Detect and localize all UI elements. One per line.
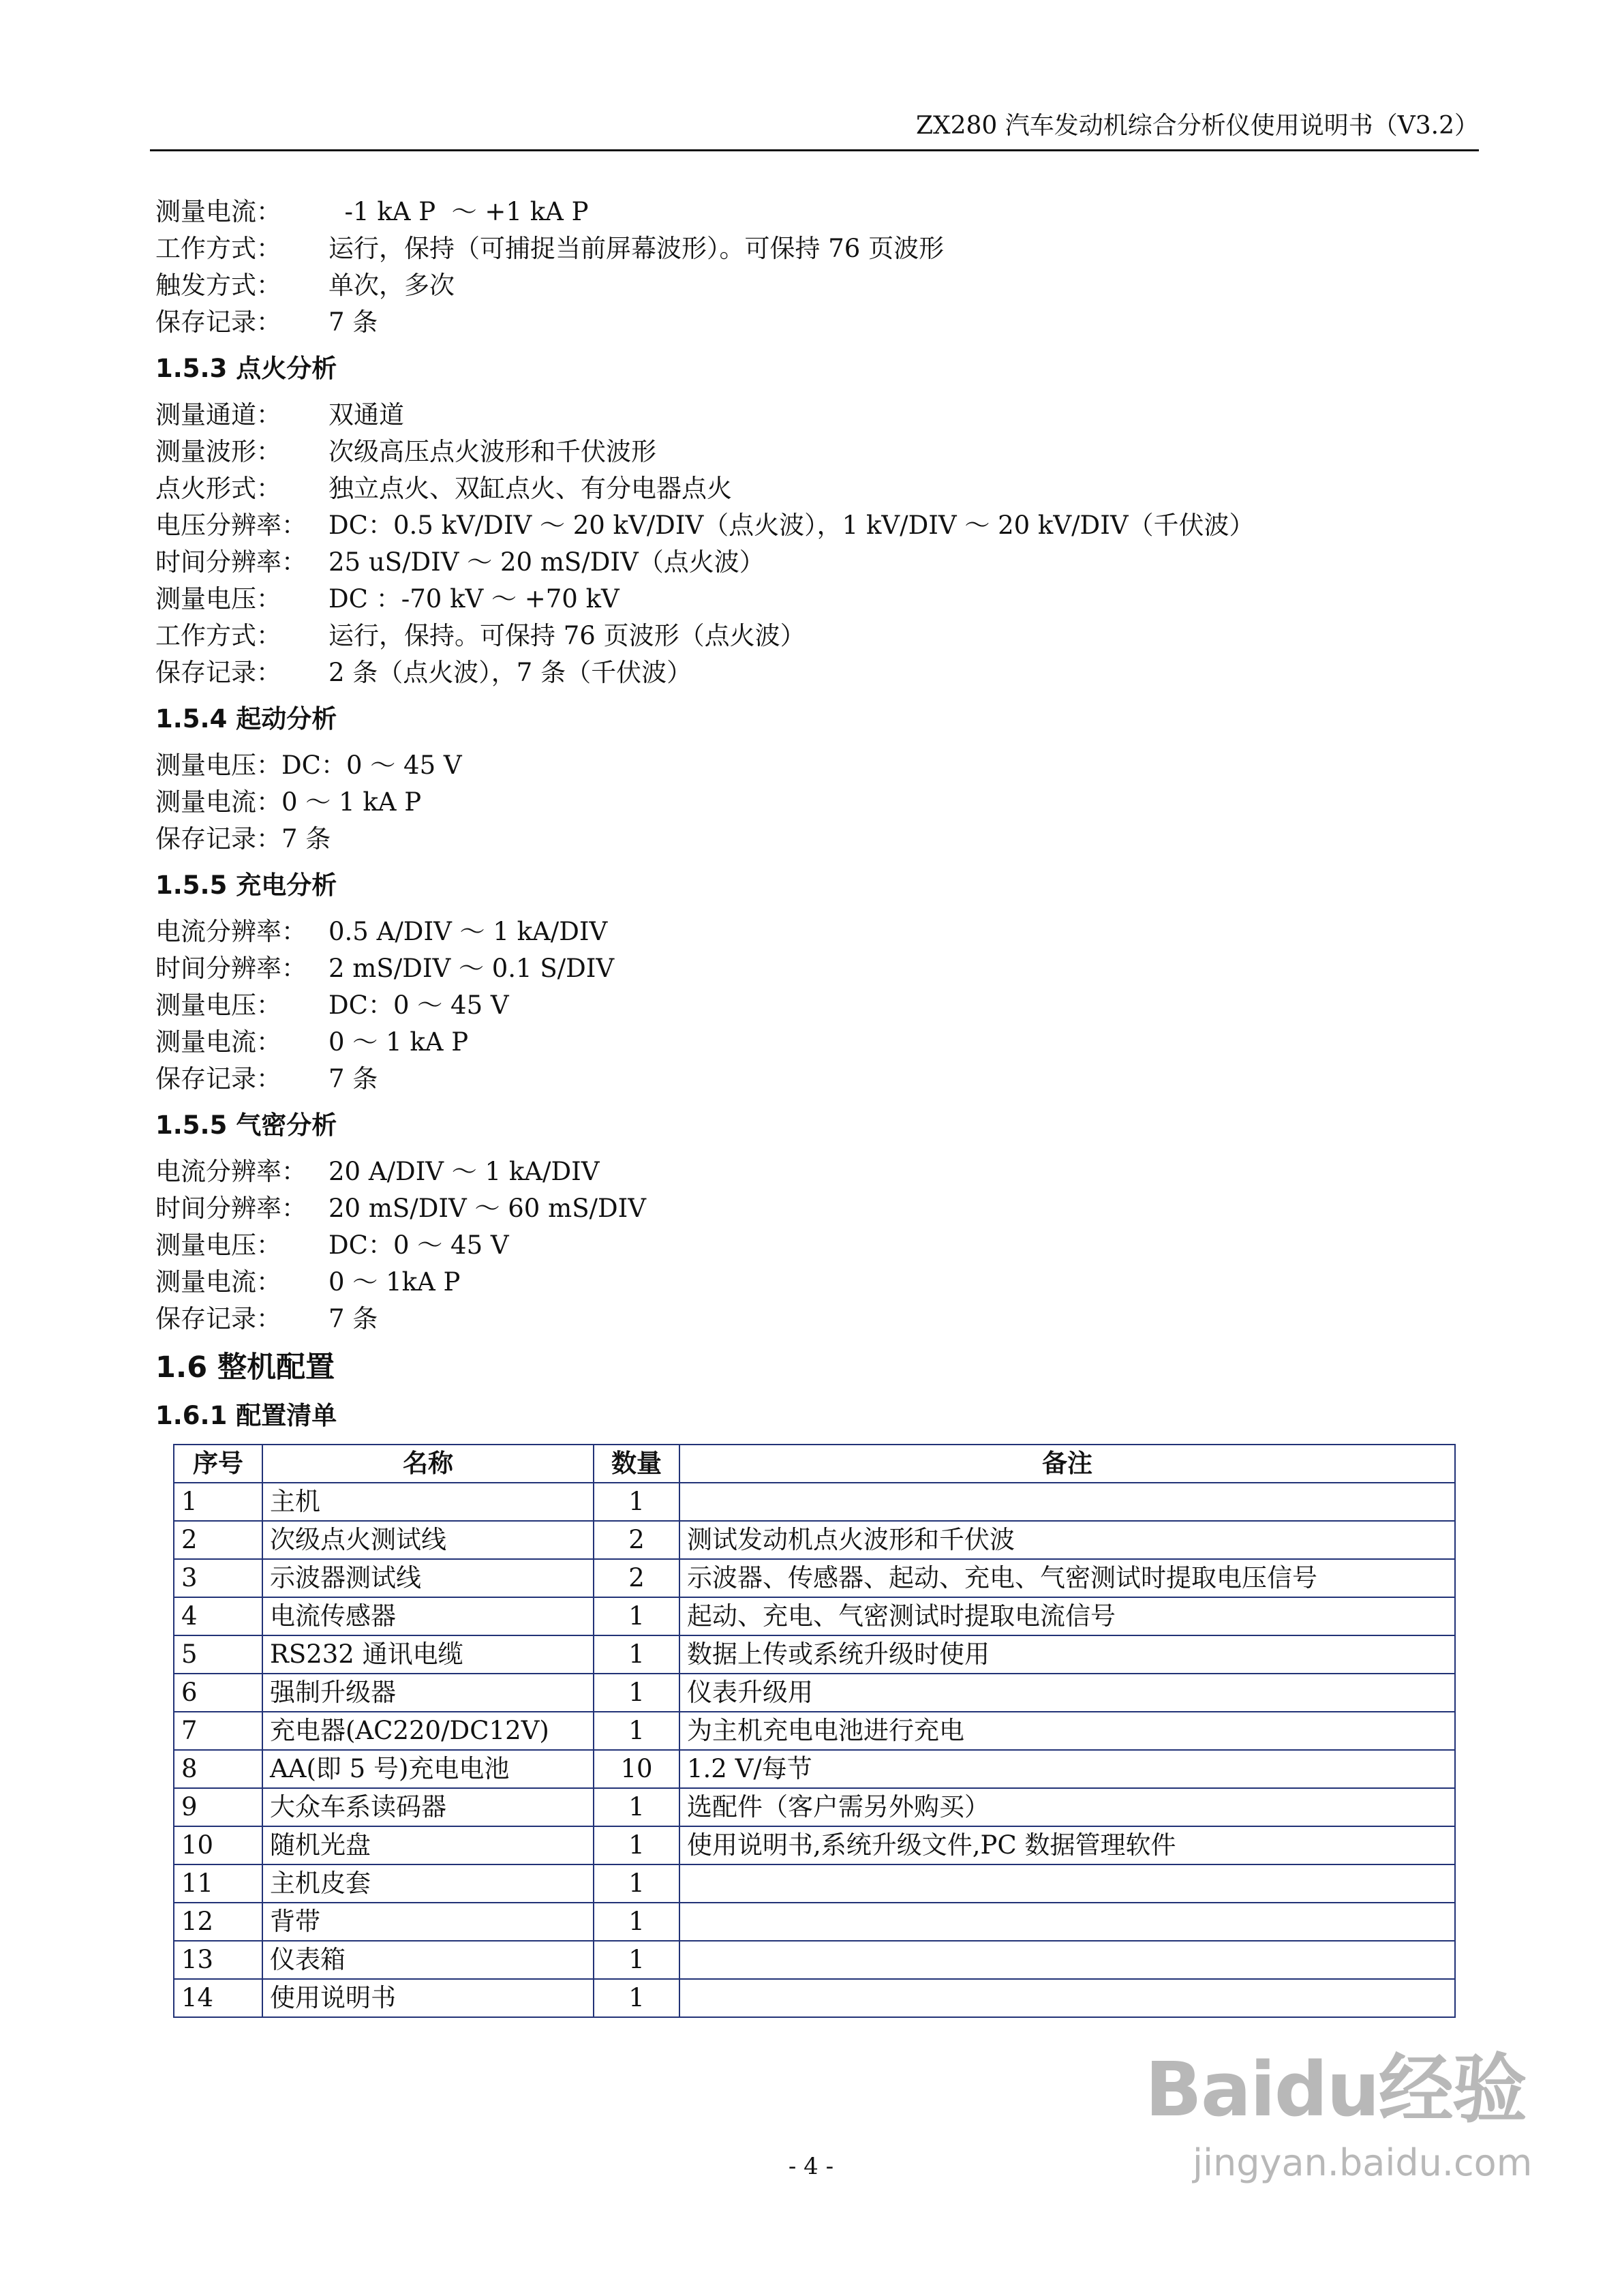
spec-label: 电压分辨率： [155,511,307,540]
cell-index: 6 [174,1674,262,1712]
cell-remark [679,1979,1455,2017]
spec-label: 保存记录： [155,1064,281,1093]
table-row [174,1674,1455,1712]
cell-quantity: 1 [594,1864,679,1903]
cell-remark [679,1864,1455,1903]
spec-line: 测量电压：DC：0 ～ 45 V [155,751,462,780]
header-rule [150,149,1479,151]
cell-remark: 起动、充电、气密测试时提取电流信号 [679,1597,1455,1635]
cell-quantity: 2 [594,1559,679,1597]
spec-line [155,618,1450,654]
spec-value: DC ：-70 kV ～ +70 kV [328,584,619,614]
spec-line [155,544,1450,581]
cell-index: 5 [174,1635,262,1674]
spec-value: DC：0 ～ 45 V [328,991,509,1020]
spec-value: 0.5 A/DIV ～ 1 kA/DIV [328,917,608,946]
spec-label: 测量电流： [155,1027,281,1057]
spec-line [155,434,1450,470]
table-row [174,1941,1455,1979]
spec-line: 保存记录：7 条 [155,824,331,854]
spec-value: 7 条 [328,1304,378,1333]
cell-remark: 测试发动机点火波形和千伏波 [679,1521,1455,1559]
spec-line [155,1153,1450,1190]
spec-value: -1 kA P ～ +1 kA P [328,197,589,226]
cell-quantity: 1 [594,1597,679,1635]
section-152-tail [155,194,1450,341]
cell-name: 仪表箱 [262,1941,594,1979]
section-155-charging-lines [155,913,1450,1098]
table-row [174,1712,1455,1750]
cell-remark: 为主机充电电池进行充电 [679,1712,1455,1750]
spec-label: 电流分辨率： [155,917,307,946]
spec-value: 单次，多次 [328,271,455,300]
spec-value: 双通道 [328,400,404,429]
spec-label: 测量电流： [155,197,281,226]
cell-remark: 示波器、传感器、起动、充电、气密测试时提取电压信号 [679,1559,1455,1597]
section-16-title: 1.6 整机配置 [155,1350,335,1385]
page-content [155,194,1450,2018]
cell-quantity: 1 [594,1903,679,1941]
spec-label: 测量波形： [155,437,281,466]
cell-quantity: 2 [594,1521,679,1559]
spec-value: 25 uS/DIV ～ 20 mS/DIV（点火波） [328,547,765,577]
cell-remark: 使用说明书,系统升级文件,PC 数据管理软件 [679,1826,1455,1864]
baidu-jingyan-watermark [1145,2045,1581,2277]
spec-label: 触发方式： [155,271,281,300]
spec-value: 20 mS/DIV ～ 60 mS/DIV [328,1194,647,1223]
table-row [174,1559,1455,1597]
section-153-lines [155,397,1450,691]
cell-name: 示波器测试线 [262,1559,594,1597]
cell-remark [679,1941,1455,1979]
cell-remark: 仪表升级用 [679,1674,1455,1712]
spec-line [155,581,1450,618]
cell-remark [679,1903,1455,1941]
configuration-table-body [174,1483,1455,2017]
spec-line [155,1024,1450,1061]
cell-index: 8 [174,1750,262,1788]
cell-index: 9 [174,1788,262,1826]
cell-name: 次级点火测试线 [262,1521,594,1559]
watermark-logo: Baidu经验 [1145,2046,1526,2133]
spec-line [155,1301,1450,1338]
page-number: - 4 - [788,2153,834,2180]
spec-line [155,397,1450,434]
table-row [174,1521,1455,1559]
cell-name: RS232 通讯电缆 [262,1635,594,1674]
spec-line [155,194,1450,230]
cell-index: 11 [174,1864,262,1903]
cell-name: 使用说明书 [262,1979,594,2017]
spec-label: 测量通道： [155,400,281,429]
spec-value: 7 条 [328,307,378,337]
spec-label: 工作方式： [155,621,281,650]
spec-label: 点火形式： [155,474,281,503]
spec-value: 20 A/DIV ～ 1 kA/DIV [328,1157,600,1186]
spec-value: 运行，保持。可保持 76 页波形（点火波） [328,621,806,650]
spec-label: 测量电流： [155,1267,281,1297]
spec-line: 测量电流：0 ～ 1 kA P [155,787,422,817]
spec-label: 保存记录： [155,658,281,687]
configuration-table [173,1444,1456,2018]
table-row [174,1483,1455,1521]
section-155-charging-title: 1.5.5 充电分析 [155,871,337,900]
document-header: ZX280 汽车发动机综合分析仪使用说明书（V3.2） [915,112,1479,140]
cell-name: AA(即 5 号)充电电池 [262,1750,594,1788]
cell-quantity: 1 [594,1483,679,1521]
cell-index: 14 [174,1979,262,2017]
cell-remark: 数据上传或系统升级时使用 [679,1635,1455,1674]
cell-name: 主机皮套 [262,1864,594,1903]
section-154-lines [155,747,1450,858]
cell-name: 背带 [262,1903,594,1941]
cell-name: 随机光盘 [262,1826,594,1864]
cell-remark [679,1483,1455,1521]
spec-label: 时间分辨率： [155,1194,307,1223]
cell-index: 13 [174,1941,262,1979]
section-161-title: 1.6.1 配置清单 [155,1401,337,1430]
spec-line [155,913,1450,950]
spec-label: 测量电压： [155,1230,281,1260]
spec-value: 7 条 [328,1064,378,1093]
header-name: 名称 [262,1445,594,1483]
cell-index: 7 [174,1712,262,1750]
spec-label: 测量电压： [155,991,281,1020]
table-header-row [174,1445,1455,1483]
watermark-url: jingyan.baidu.com [1193,2141,1533,2184]
spec-value: 2 mS/DIV ～ 0.1 S/DIV [328,954,615,983]
table-row [174,1597,1455,1635]
spec-line [155,1190,1450,1227]
spec-value: 2 条（点火波），7 条（千伏波） [328,658,692,687]
table-row [174,1788,1455,1826]
section-155-airtight-title: 1.5.5 气密分析 [155,1111,337,1140]
spec-line [155,1227,1450,1264]
spec-label: 电流分辨率： [155,1157,307,1186]
table-row [174,1826,1455,1864]
spec-label: 时间分辨率： [155,547,307,577]
cell-index: 12 [174,1903,262,1941]
table-row [174,1864,1455,1903]
header-remark: 备注 [679,1445,1455,1483]
cell-index: 2 [174,1521,262,1559]
cell-index: 3 [174,1559,262,1597]
spec-line [155,507,1450,544]
cell-remark: 1.2 V/每节 [679,1750,1455,1788]
spec-value: 独立点火、双缸点火、有分电器点火 [328,474,732,503]
spec-line [155,267,1450,304]
cell-name: 大众车系读码器 [262,1788,594,1826]
spec-label: 时间分辨率： [155,954,307,983]
section-154-title: 1.5.4 起动分析 [155,704,337,734]
spec-label: 保存记录： [155,307,281,337]
spec-value: DC：0.5 kV/DIV ～ 20 kV/DIV（点火波），1 kV/DIV ～ 20 kV/DIV（千伏波） [328,511,1255,540]
spec-line [155,230,1450,267]
section-155-airtight-lines [155,1153,1450,1338]
table-row [174,1750,1455,1788]
cell-quantity: 10 [594,1750,679,1788]
cell-name: 电流传感器 [262,1597,594,1635]
cell-quantity: 1 [594,1712,679,1750]
cell-index: 10 [174,1826,262,1864]
cell-remark: 选配件（客户需另外购买） [679,1788,1455,1826]
table-row [174,1635,1455,1674]
cell-quantity: 1 [594,1788,679,1826]
cell-name: 主机 [262,1483,594,1521]
cell-quantity: 1 [594,1979,679,2017]
cell-index: 4 [174,1597,262,1635]
spec-value: DC：0 ～ 45 V [328,1230,509,1260]
table-row [174,1979,1455,2017]
cell-quantity: 1 [594,1826,679,1864]
header-quantity: 数量 [594,1445,679,1483]
header-index: 序号 [174,1445,262,1483]
spec-value: 运行，保持（可捕捉当前屏幕波形）。可保持 76 页波形 [328,234,945,263]
spec-value: 次级高压点火波形和千伏波形 [328,437,656,466]
cell-quantity: 1 [594,1635,679,1674]
cell-index: 1 [174,1483,262,1521]
section-153-title: 1.5.3 点火分析 [155,354,337,383]
spec-line [155,654,1450,691]
spec-line [155,987,1450,1024]
spec-label: 保存记录： [155,1304,281,1333]
spec-value: 0 ～ 1kA P [328,1267,461,1297]
spec-line [155,950,1450,987]
spec-line [155,1264,1450,1301]
spec-line [155,1061,1450,1098]
cell-quantity: 1 [594,1674,679,1712]
cell-name: 充电器(AC220/DC12V) [262,1712,594,1750]
table-row [174,1903,1455,1941]
spec-value: 0 ～ 1 kA P [328,1027,469,1057]
spec-line [155,304,1450,341]
spec-line [155,470,1450,507]
cell-quantity: 1 [594,1941,679,1979]
spec-label: 工作方式： [155,234,281,263]
spec-label: 测量电压： [155,584,281,614]
cell-name: 强制升级器 [262,1674,594,1712]
